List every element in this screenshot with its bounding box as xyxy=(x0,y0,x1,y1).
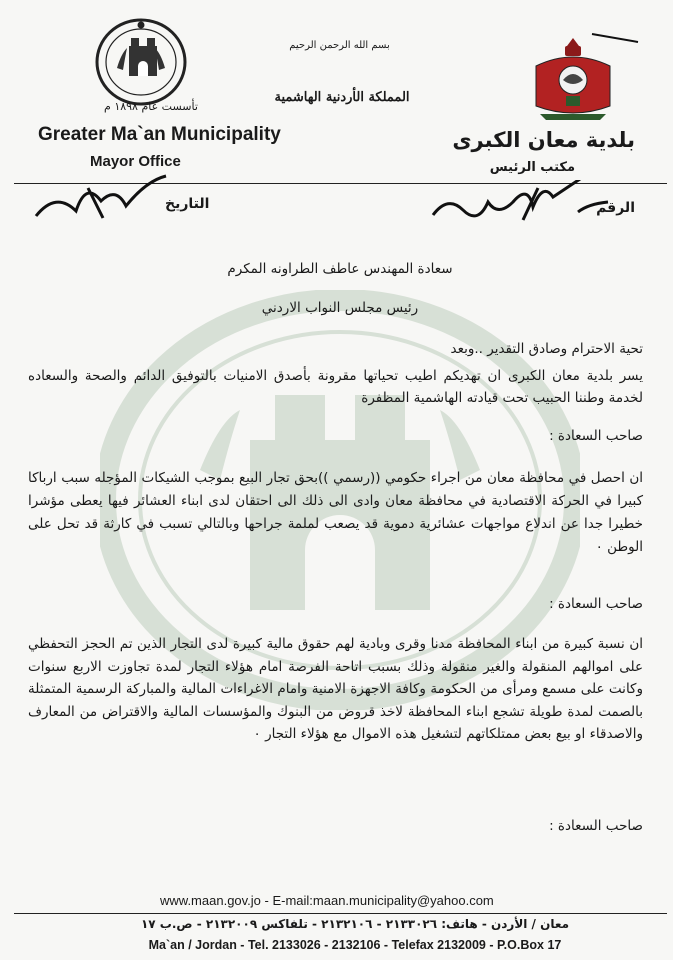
salutation-1: صاحب السعادة : xyxy=(549,428,643,444)
recipient-name: سعادة المهندس عاطف الطراونه المكرم xyxy=(227,261,453,277)
reference-label: الرقم xyxy=(596,200,635,216)
municipality-logo-icon xyxy=(95,18,187,106)
paragraph-3: ان نسبة كبيرة من ابناء المحافظة مدنا وقرى وبادية لهم حقوق مالية كبيرة لدى التجار الذين تم الحجز التحفظي على اموالهم المنقولة والغير منقولة وذلك بسبب اتاحة الفرصة امام هؤلاء التجار لمدة تجاوزت الاربع سنوات وكانت على مسمع ومرأى من الحكومة وكافة الاجهزة الامنية وامام الاغراءات المالية والمباركة الرسمية المتمثلة بالصمت لمدة طويلة تشجع ابناء المحافظة لاخذ قروض من البنوك والمؤسسات المالية والاقتراض من المعارف والاصدقاء او بيع بعض ممتلكاتهم لتشغيل هذه الاموال مع هؤلاء التجار ٠ xyxy=(28,636,643,742)
contact-ar: معان / الأردن - هاتف: ٢١٣٣٠٢٦ - ٢١٣٢١٠٦ - تلفاكس ٢١٣٢٠٠٩ - ص.ب ١٧ xyxy=(140,917,570,931)
municipality-name-en: Greater Ma`an Municipality xyxy=(38,124,281,145)
recipient-title: رئيس مجلس النواب الاردني xyxy=(261,300,419,316)
website-email: www.maan.gov.jo - E-mail:maan.municipality@yahoo.com xyxy=(160,893,494,908)
date-label: التاريخ xyxy=(165,196,210,212)
salutation-2: صاحب السعادة : xyxy=(549,596,643,612)
footer-divider xyxy=(14,913,667,914)
paragraph-2: ان احصل في محافظة معان من اجراء حكومي ((رسمي ))بحق تجار البيع بموجب الشيكات المؤجله سبب ارباكا كبيرا في الحركة الاقتصادية في محافظة معان وادى الى ذلك الى احتقان لدى ابناء العشائر فيها يعطى مؤشرا خطيرا جدا عن اندلاع مواجهات عشائرية دموية قد يصعب لملمة جراحها وبالتالي تسبب في كارثة قد تحل على الوطن ٠ xyxy=(28,470,643,555)
handwritten-date xyxy=(28,168,178,224)
salutation-3: صاحب السعادة : xyxy=(549,818,643,834)
greeting: تحية الاحترام وصادق التقدير ..وبعد xyxy=(450,341,643,357)
municipality-name-ar: بلدية معان الكبرى xyxy=(452,128,635,152)
basmala: بسم الله الرحمن الرحيم xyxy=(289,40,390,51)
handwritten-reference xyxy=(428,180,618,230)
kingdom-name: المملكة الأردنية الهاشمية xyxy=(274,90,410,105)
office-name-en: Mayor Office xyxy=(90,153,181,170)
contact-en: Ma`an / Jordan - Tel. 2133026 - 2132106 - Telefax 2132009 - P.O.Box 17 xyxy=(148,938,562,952)
office-name-ar: مكتب الرئيس xyxy=(489,160,575,175)
founded-year: تأسست عام ١٨٩٨ م xyxy=(104,100,198,113)
paragraph-1: يسر بلدية معان الكبرى ان تهديكم اطيب تحياتها مقرونة بأصدق الامنيات بالتوفيق الدائم والصحة والسعاده لخدمة وطننا الحبيب تحت قيادته الهاشمية المظفرة xyxy=(28,368,643,406)
jordan-crest-icon xyxy=(530,36,616,122)
pen-mark xyxy=(590,32,640,44)
